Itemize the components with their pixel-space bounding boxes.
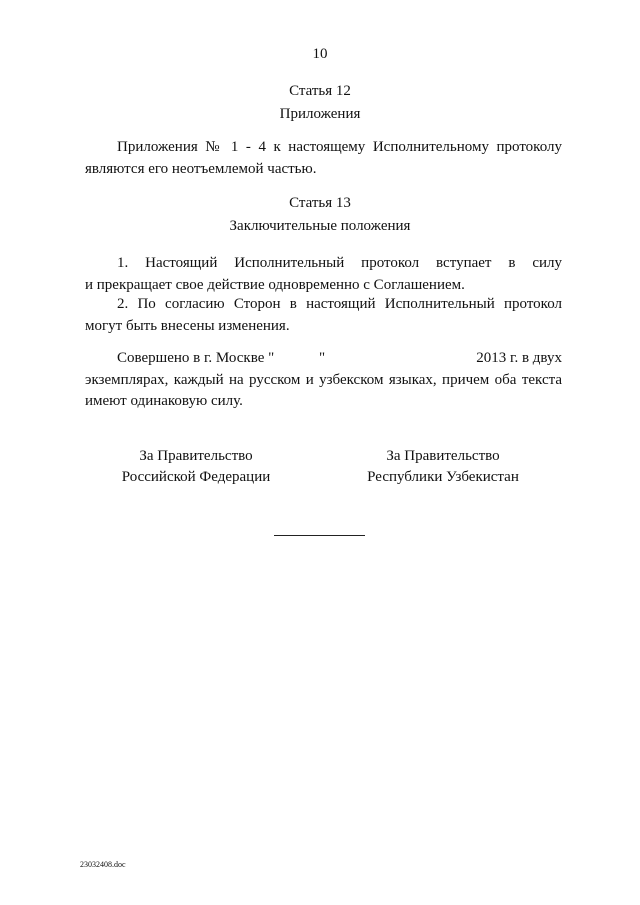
item-2-line-1: 2. По согласию Сторон в настоящий Исполнительный протокол: [117, 296, 562, 312]
item-1-line-1: 1. Настоящий Исполнительный протокол вступает в силу: [117, 255, 562, 271]
done-line-2: экземплярах, каждый на русском и узбекском языках, причем оба текста: [85, 371, 562, 388]
article-12-heading: Статья 12: [289, 83, 351, 99]
done-part-2: ": [319, 350, 326, 366]
done-part-3: 2013 г. в двух: [476, 350, 562, 366]
closing-rule: [274, 535, 365, 536]
done-line-1: [85, 348, 562, 370]
signature-right-line-2: Республики Узбекистан: [367, 469, 519, 485]
item-2-line-2: могут быть внесены изменения.: [85, 317, 290, 334]
article-13-title: Заключительные положения: [229, 218, 411, 234]
signature-left-line-1: За Правительство: [139, 448, 253, 464]
article-12-paragraph: [85, 137, 562, 180]
article-12-title: Приложения: [279, 106, 361, 122]
signature-right-line-1: За Правительство: [386, 448, 500, 464]
article-12-line-2: являются его неотъемлемой частью.: [85, 160, 317, 177]
done-line-3: имеют одинаковую силу.: [85, 393, 243, 409]
done-paragraph: [85, 348, 562, 413]
signature-left-line-2: Российской Федерации: [121, 469, 271, 485]
done-part-1: Совершено в г. Москве ": [117, 350, 275, 366]
signature-left: [76, 446, 316, 488]
page-number: 10: [312, 46, 328, 62]
article-13-item-2: [85, 294, 562, 337]
article-13-heading: Статья 13: [289, 195, 351, 211]
item-1-line-2: и прекращает свое действие одновременно с Соглашением.: [85, 276, 465, 293]
footer-filename: 23032408.doc: [80, 860, 126, 869]
signature-right: [323, 446, 563, 488]
article-13-item-1: [85, 253, 562, 296]
article-12-line-1: Приложения № 1 - 4 к настоящему Исполнительному протоколу: [117, 139, 562, 155]
